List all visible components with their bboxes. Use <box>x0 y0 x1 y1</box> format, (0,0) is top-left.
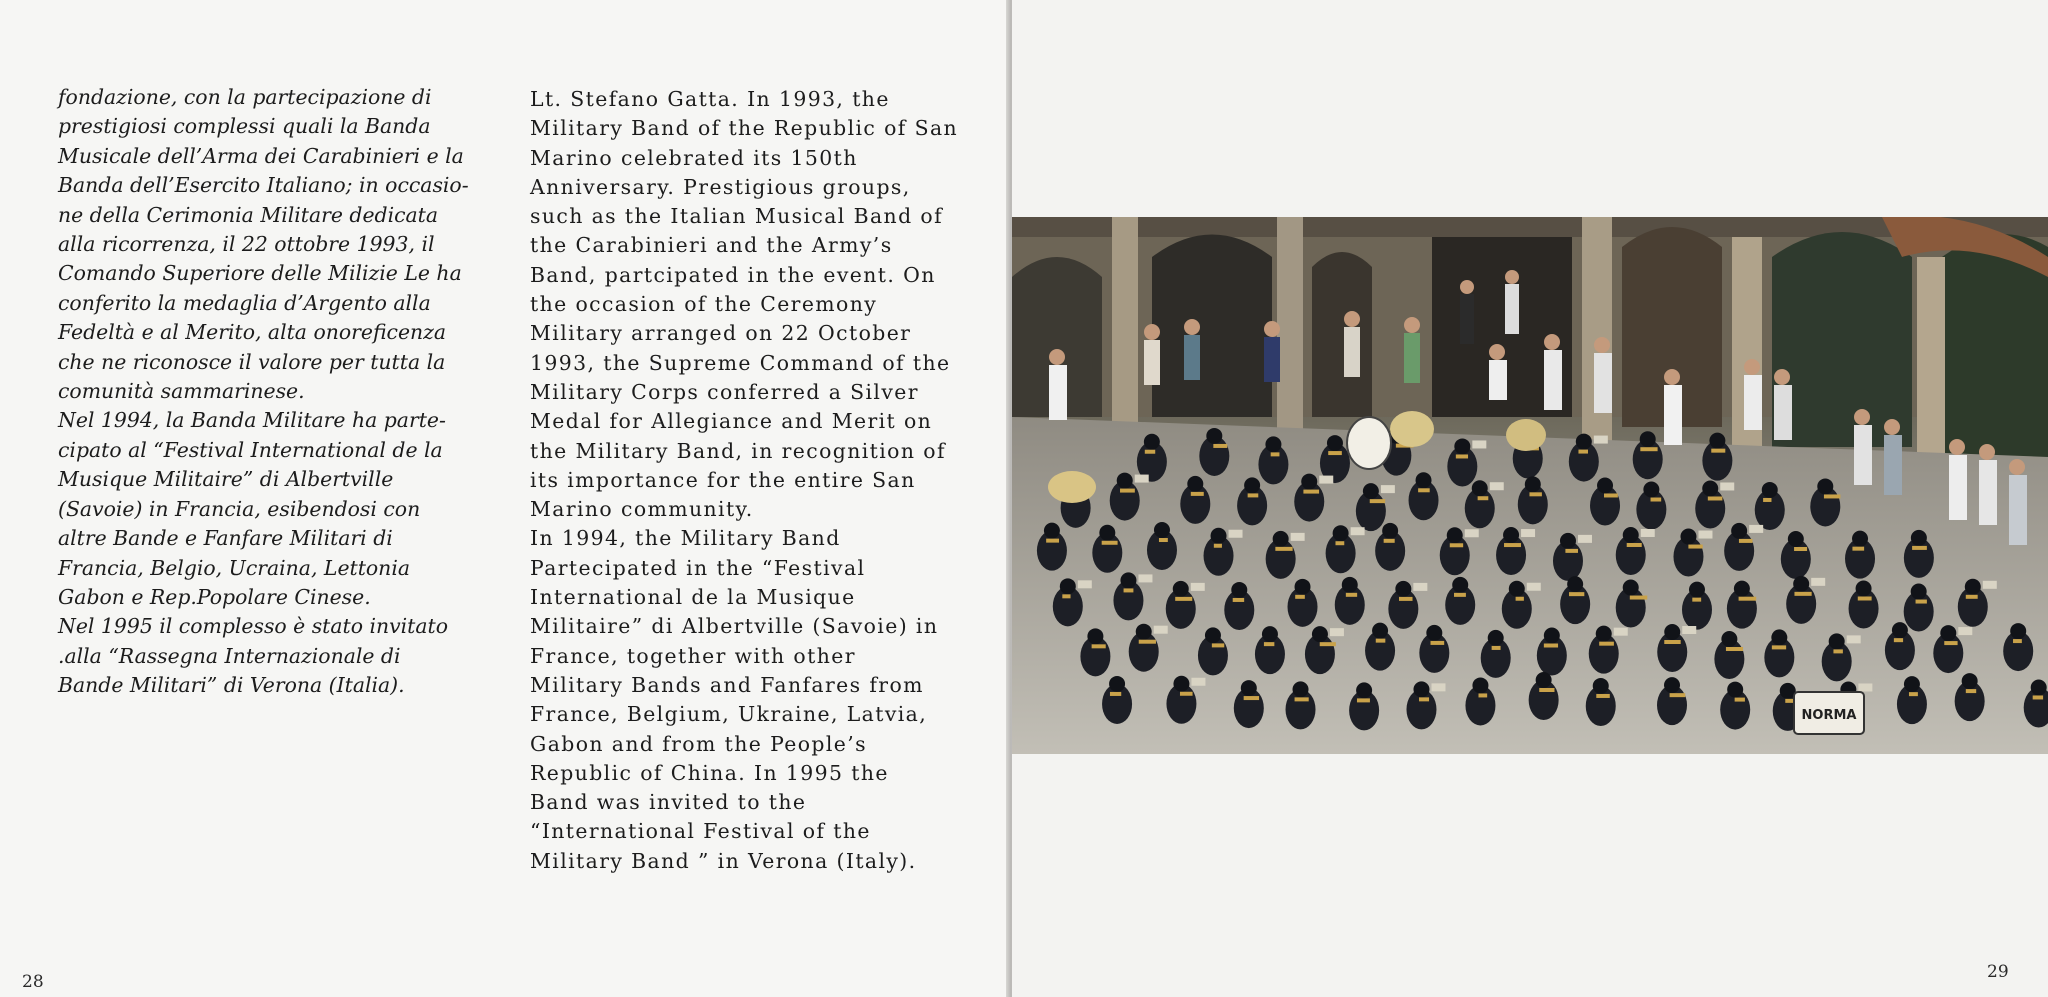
brass-instrument <box>1772 645 1786 649</box>
music-stand <box>1191 583 1205 591</box>
music-stand <box>1858 683 1872 691</box>
band-cap <box>1211 528 1227 544</box>
brass-instrument <box>1739 539 1753 543</box>
music-stand <box>1229 530 1243 538</box>
band-cap <box>1273 531 1289 547</box>
english-line: Marino celebrated its 150th <box>530 145 858 170</box>
italian-text-column <box>58 83 478 701</box>
arch <box>1312 252 1372 417</box>
brass-instrument <box>1102 541 1118 545</box>
music-stand <box>1135 475 1149 483</box>
brass-instrument <box>1739 597 1757 601</box>
brass-instrument <box>1627 543 1642 547</box>
band-cap <box>1109 676 1125 692</box>
band-cap <box>1372 623 1388 639</box>
band-cap <box>1734 581 1750 597</box>
band-cap <box>1087 628 1103 644</box>
band-cap <box>1664 677 1680 693</box>
band-cap <box>1852 531 1868 547</box>
brass-instrument <box>1794 592 1811 596</box>
band-cap <box>1911 584 1927 600</box>
band-cap <box>1395 581 1411 597</box>
brass-instrument <box>1916 600 1927 604</box>
brass-instrument <box>1399 597 1413 601</box>
band-cap <box>1817 478 1833 494</box>
band-cap <box>1117 473 1133 489</box>
brass-instrument <box>1159 538 1168 542</box>
brass-instrument <box>1110 692 1121 696</box>
brass-instrument <box>1578 450 1588 454</box>
band-cap <box>1727 682 1743 698</box>
english-line: International de la Musique <box>530 585 856 610</box>
drum-label: NORMA <box>1801 708 1857 723</box>
band-cap <box>1382 523 1398 539</box>
band-cap <box>1136 624 1152 640</box>
brass-instrument <box>1858 596 1872 600</box>
brass-instrument <box>1966 689 1976 693</box>
brass-instrument <box>1664 640 1680 644</box>
band-cap <box>1829 633 1845 649</box>
band-cap <box>1241 680 1257 696</box>
sousaphone-bell <box>1506 419 1546 451</box>
brass-instrument <box>1569 592 1584 596</box>
english-line: “International Festival of the <box>530 819 871 844</box>
band-cap <box>2031 679 2047 695</box>
band-cap <box>1793 576 1809 592</box>
english-line: Republic of China. In 1995 the <box>530 760 889 785</box>
brass-instrument <box>1320 642 1336 646</box>
band-cap <box>1567 576 1583 592</box>
music-stand <box>1154 626 1168 634</box>
brass-instrument <box>1264 642 1274 646</box>
english-line: 1993, the Supreme Command of the <box>530 350 951 375</box>
brass-instrument <box>2033 695 2043 699</box>
brass-instrument <box>1479 693 1488 697</box>
band-cap <box>1904 676 1920 692</box>
brass-instrument <box>1651 498 1662 502</box>
english-line: Band was invited to the <box>530 790 807 815</box>
brass-instrument <box>1175 597 1192 601</box>
italian-line: Musicale dell’Arma dei Carabinieri e la <box>58 143 464 168</box>
brass-instrument <box>1544 644 1558 648</box>
brass-instrument <box>1214 544 1222 548</box>
page-number-left: 28 <box>22 972 44 992</box>
music-stand <box>1291 533 1305 541</box>
band-cap <box>1416 472 1432 488</box>
music-stand <box>1330 628 1344 636</box>
music-stand <box>1749 525 1763 533</box>
band-cap <box>1262 626 1278 642</box>
band-cap <box>1206 428 1222 444</box>
band-cap <box>1762 482 1778 498</box>
english-line: Medal for Allegiance and Merit on <box>530 409 933 434</box>
italian-line: (Savoie) in Francia, esibendosi con <box>58 496 421 521</box>
band-cap <box>1940 625 1956 641</box>
band-cap <box>1525 476 1541 492</box>
brass-instrument <box>1295 697 1309 701</box>
music-stand <box>1521 529 1535 537</box>
music-stand <box>1811 578 1825 586</box>
english-line: In 1994, the Military Band <box>530 526 841 551</box>
brass-instrument <box>1124 588 1134 592</box>
english-line: its importance for the entire San <box>530 467 916 492</box>
brass-instrument <box>1430 641 1444 645</box>
italian-line: .alla “Rassegna Internazionale di <box>58 643 401 668</box>
english-line: Band, partcipated in the event. On <box>530 262 936 287</box>
band-cap <box>1544 628 1560 644</box>
band-cap <box>1721 631 1737 647</box>
band-cap <box>1333 525 1349 541</box>
brass-instrument <box>1708 496 1723 500</box>
music-stand <box>1078 580 1092 588</box>
music-stand <box>1138 574 1152 582</box>
band-cap <box>1689 582 1705 598</box>
music-stand <box>1472 440 1486 448</box>
italian-line: Nel 1994, la Banda Militare ha parte- <box>58 408 446 433</box>
italian-line: alla ricorrenza, il 22 ottobre 1993, il <box>58 232 435 257</box>
brass-instrument <box>2013 639 2022 643</box>
band-cap <box>1312 626 1328 642</box>
music-stand <box>1527 583 1541 591</box>
english-line: Marino community. <box>530 497 754 522</box>
brass-instrument <box>1248 493 1259 497</box>
band-cap <box>1472 677 1488 693</box>
brass-instrument <box>1454 593 1466 597</box>
italian-line: prestigiosi complessi quali la Banda <box>58 114 431 139</box>
music-stand <box>1641 529 1655 537</box>
band-photograph <box>1012 217 2048 754</box>
italian-line: fondazione, con la partecipazione di <box>58 85 432 109</box>
band-cap <box>1187 476 1203 492</box>
english-text-column <box>530 85 959 876</box>
brass-instrument <box>1418 488 1430 492</box>
music-stand <box>1614 628 1628 636</box>
english-line: Anniversary. Prestigious groups, <box>530 174 911 199</box>
band-cap <box>1576 434 1592 450</box>
brass-instrument <box>1357 698 1370 702</box>
band-cap <box>1640 431 1656 447</box>
brass-instrument <box>1046 539 1059 543</box>
english-line: the Carabinieri and the Army’s <box>530 233 893 258</box>
band-cap <box>1731 523 1747 539</box>
brass-instrument <box>1180 692 1193 696</box>
italian-line: Musique Militaire” di Albertville <box>58 467 394 492</box>
brass-instrument <box>1062 594 1070 598</box>
band-cap <box>1680 529 1696 545</box>
band-cap <box>1488 630 1504 646</box>
band-cap <box>1509 581 1525 597</box>
italian-line: conferito la medaglia d’Argento alla <box>58 290 431 315</box>
italian-line: comunità sammarinese. <box>58 379 305 404</box>
band-cap <box>1892 622 1908 638</box>
brass-instrument <box>1295 595 1305 599</box>
band-cap <box>1702 480 1718 496</box>
brass-instrument <box>1271 452 1280 456</box>
english-line: Military Band ” in Verona (Italy). <box>530 848 917 873</box>
sousaphone-bell <box>1390 411 1434 447</box>
brass-instrument <box>1419 697 1429 701</box>
brass-instrument <box>1191 492 1204 496</box>
italian-line: Comando Superiore delle Milizie Le ha <box>58 261 462 286</box>
brass-instrument <box>1833 649 1842 653</box>
band-cap <box>1293 681 1309 697</box>
music-stand <box>1698 531 1712 539</box>
italian-line: Fedeltà e al Merito, alta onoreficenza <box>58 320 447 345</box>
band-cap <box>1472 480 1488 496</box>
left-page <box>0 0 1010 997</box>
english-line: the Military Band, in recognition of <box>530 438 946 463</box>
band-cap <box>1173 676 1189 692</box>
brass-instrument <box>1450 543 1463 547</box>
music-stand <box>1983 581 1997 589</box>
brass-instrument <box>1604 493 1618 497</box>
brass-instrument <box>1145 450 1155 454</box>
music-stand <box>1431 683 1445 691</box>
arch <box>1152 235 1272 418</box>
brass-instrument <box>1478 496 1489 500</box>
band-cap <box>1426 625 1442 641</box>
brass-instrument <box>1212 643 1224 647</box>
music-stand <box>1594 436 1608 444</box>
music-stand <box>1381 485 1395 493</box>
band-cap <box>1454 438 1470 454</box>
band-cap <box>1301 474 1317 490</box>
brass-instrument <box>1092 644 1106 648</box>
arch <box>1772 232 1912 447</box>
brass-instrument <box>1909 692 1918 696</box>
band-cap <box>1231 582 1247 598</box>
band-cap <box>1560 533 1576 549</box>
bass-drum-back <box>1347 417 1391 469</box>
band-cap <box>1962 673 1978 689</box>
sousaphone-bell <box>1048 471 1096 503</box>
band-cap <box>1771 629 1787 645</box>
page-number-right: 29 <box>1987 962 2009 982</box>
italian-line: Bande Militari” di Verona (Italia). <box>58 673 405 698</box>
brass-instrument <box>1376 639 1386 643</box>
brass-instrument <box>1688 545 1702 549</box>
italian-line: Francia, Belgio, Ucraina, Lettonia <box>58 555 410 580</box>
brass-instrument <box>1852 547 1864 551</box>
band-cap <box>1413 681 1429 697</box>
english-line: such as the Italian Musical Band of <box>530 204 944 229</box>
english-line: Military Corps conferred a Silver <box>530 379 919 404</box>
music-stand <box>1351 527 1365 535</box>
column <box>1582 217 1612 457</box>
brass-instrument <box>1692 598 1701 602</box>
brass-instrument <box>1328 451 1342 455</box>
brass-instrument <box>1370 499 1385 503</box>
english-line: Partecipated in the “Festival <box>530 555 866 580</box>
band-cap <box>1154 522 1170 538</box>
italian-line: cipato al “Festival International de la <box>58 437 443 462</box>
band-cap <box>1099 525 1115 541</box>
band-cap <box>1965 579 1981 595</box>
brass-instrument <box>1275 547 1292 551</box>
band-cap <box>2010 623 2026 639</box>
english-line: Militaire” di Albertville (Savoie) in <box>530 614 939 639</box>
english-line: Military arranged on 22 October <box>530 321 912 346</box>
english-line: Military Bands and Fanfares from <box>530 672 924 697</box>
music-stand <box>1490 482 1504 490</box>
band-cap <box>1536 672 1552 688</box>
band-cap <box>1788 531 1804 547</box>
music-stand <box>1413 583 1427 591</box>
band-cap <box>1593 678 1609 694</box>
photo-scene <box>1012 217 2048 754</box>
brass-instrument <box>1539 688 1554 692</box>
band-cap <box>1856 580 1872 596</box>
music-stand <box>1191 678 1205 686</box>
band-cap <box>1144 434 1160 450</box>
brass-instrument <box>1516 597 1524 601</box>
music-stand <box>1578 535 1592 543</box>
english-line: France, together with other <box>530 643 856 668</box>
band-cap <box>1623 580 1639 596</box>
brass-instrument <box>1120 489 1135 493</box>
brass-instrument <box>1966 595 1978 599</box>
band-cap <box>1664 624 1680 640</box>
brass-instrument <box>1384 539 1395 543</box>
italian-line: ne della Cerimonia Militare dedicata <box>58 202 439 227</box>
english-line: the occasion of the Ceremony <box>530 292 878 317</box>
brass-instrument <box>1630 596 1647 600</box>
brass-instrument <box>1492 646 1501 650</box>
brass-instrument <box>1565 549 1578 553</box>
band-cap <box>1265 436 1281 452</box>
italian-line: Banda dell’Esercito Italiano; in occasio- <box>58 173 469 198</box>
brass-instrument <box>1726 647 1743 651</box>
music-stand <box>1720 482 1734 490</box>
english-line: Military Band of the Republic of San <box>530 116 959 141</box>
brass-instrument <box>1139 640 1156 644</box>
band-cap <box>1447 527 1463 543</box>
brass-instrument <box>1335 541 1344 545</box>
band-cap <box>1120 572 1136 588</box>
band-cap <box>1911 530 1927 546</box>
brass-instrument <box>1599 642 1614 646</box>
brass-instrument <box>1504 543 1521 547</box>
band-cap <box>1356 682 1372 698</box>
band-cap <box>1709 433 1725 449</box>
brass-instrument <box>1944 641 1957 645</box>
brass-instrument <box>1213 444 1227 448</box>
band-cap <box>1173 581 1189 597</box>
brass-instrument <box>1233 598 1244 602</box>
italian-line: altre Bande e Fanfare Militari di <box>58 526 393 551</box>
band-cap <box>1327 435 1343 451</box>
brass-instrument <box>1894 638 1903 642</box>
brass-instrument <box>1303 490 1319 494</box>
band-cap <box>1363 483 1379 499</box>
band-cap <box>1060 578 1076 594</box>
band-cap <box>1295 579 1311 595</box>
brass-instrument <box>1346 593 1357 597</box>
english-line: Lt. Stefano Gatta. In 1993, the <box>530 87 890 111</box>
brass-instrument <box>1735 698 1745 702</box>
brass-instrument <box>1456 454 1468 458</box>
band-cap <box>1452 577 1468 593</box>
band-cap <box>1342 577 1358 593</box>
italian-line: Nel 1995 il complesso è stato invitato <box>58 614 449 639</box>
italian-line: che ne riconosce il valore per tutta la <box>58 349 446 374</box>
band-cap <box>1596 626 1612 642</box>
bass-drum <box>1794 692 1864 734</box>
band-cap <box>1623 527 1639 543</box>
band-cap <box>1244 477 1260 493</box>
brass-instrument <box>1670 693 1686 697</box>
english-line: Gabon and from the People’s <box>530 731 868 756</box>
band-cap <box>1597 477 1613 493</box>
band-cap <box>1503 527 1519 543</box>
italian-line: Gabon e Rep.Popolare Cinese. <box>58 584 371 609</box>
music-stand <box>1465 529 1479 537</box>
brass-instrument <box>1794 547 1807 551</box>
band-cap <box>1044 523 1060 539</box>
music-stand <box>1682 626 1696 634</box>
brass-instrument <box>1529 492 1541 496</box>
brass-instrument <box>1640 447 1657 451</box>
music-stand <box>1958 627 1972 635</box>
brass-instrument <box>1244 696 1259 700</box>
column <box>1277 217 1303 437</box>
band-cap <box>1643 482 1659 498</box>
brass-instrument <box>1824 494 1840 498</box>
brass-instrument <box>1763 498 1771 502</box>
brass-instrument <box>1711 449 1725 453</box>
music-stand <box>1847 635 1861 643</box>
music-stand <box>1319 476 1333 484</box>
column <box>1112 217 1138 447</box>
band-cap <box>1205 627 1221 643</box>
brass-instrument <box>1912 546 1927 550</box>
brass-instrument <box>1596 694 1609 698</box>
english-line: France, Belgium, Ukraine, Latvia, <box>530 702 928 727</box>
